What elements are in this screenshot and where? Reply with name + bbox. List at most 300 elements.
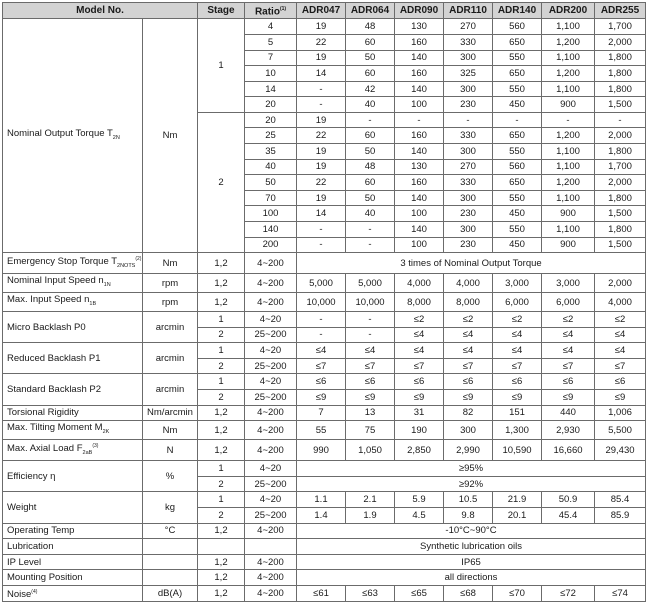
unit-cell: rpm	[143, 274, 198, 293]
ratio-cell: 40	[245, 159, 297, 175]
value-cell-adr047: ≤9	[297, 390, 346, 406]
value-cell-adr140: 10,590	[493, 440, 542, 461]
value-cell-adr255: 1,800	[595, 81, 646, 97]
ratio-cell: 4~20	[245, 461, 297, 477]
value-cell-adr090: 140	[395, 50, 444, 66]
value-cell-adr090: 140	[395, 81, 444, 97]
spec-label-text: Reduced Backlash P1	[7, 352, 101, 364]
mounting-position-row	[3, 570, 646, 586]
spanning-value-cell: IP65	[297, 554, 646, 570]
value-cell-adr064: ≤7	[346, 358, 395, 374]
value-cell-adr047: 19	[297, 190, 346, 206]
value-cell-adr090: 4,000	[395, 274, 444, 293]
value-cell-adr255: 1,800	[595, 222, 646, 238]
mounting-position-label	[3, 570, 143, 586]
value-cell-adr140: 550	[493, 144, 542, 160]
max-input-speed-row	[3, 293, 646, 312]
spec-label-text: Nominal Output Torque T	[7, 127, 113, 139]
stage-cell: 1	[198, 312, 245, 328]
value-cell-adr110: ≤2	[444, 312, 493, 328]
standard-backlash-row	[3, 374, 646, 390]
value-cell-adr110: 330	[444, 34, 493, 50]
value-cell-adr200: 6,000	[542, 293, 595, 312]
ratio-cell: 35	[245, 144, 297, 160]
value-cell-adr200: 1,200	[542, 128, 595, 144]
value-cell-adr090: 100	[395, 206, 444, 222]
ratio-cell: 140	[245, 222, 297, 238]
value-cell-adr140: ≤2	[493, 312, 542, 328]
value-cell-adr047: 19	[297, 112, 346, 128]
header-adr064: ADR064	[346, 3, 395, 19]
value-cell-adr200: 1,100	[542, 19, 595, 35]
ratio-cell: 14	[245, 81, 297, 97]
value-cell-adr064: 50	[346, 190, 395, 206]
value-cell-adr140: ≤4	[493, 327, 542, 343]
value-cell-adr110: 300	[444, 421, 493, 440]
value-cell-adr090: ≤65	[395, 585, 444, 601]
value-cell-adr090: 2,850	[395, 440, 444, 461]
value-cell-adr200: 1,100	[542, 222, 595, 238]
value-cell-adr255: 1,700	[595, 19, 646, 35]
unit-cell: arcmin	[143, 312, 198, 343]
efficiency-row	[3, 461, 646, 477]
value-cell-adr110: ≤68	[444, 585, 493, 601]
value-cell-adr140: 550	[493, 50, 542, 66]
spec-label-text: Efficiency η	[7, 470, 56, 482]
unit-cell: kg	[143, 492, 198, 523]
value-cell-adr047: 22	[297, 128, 346, 144]
value-cell-adr047: -	[297, 312, 346, 328]
value-cell-adr140: 650	[493, 175, 542, 191]
ratio-cell: 5	[245, 34, 297, 50]
value-cell-adr110: ≤9	[444, 390, 493, 406]
value-cell-adr140: 560	[493, 19, 542, 35]
spec-table-body	[3, 19, 646, 602]
ratio-cell: 4~20	[245, 343, 297, 359]
value-cell-adr090: 100	[395, 97, 444, 113]
unit-cell: dB(A)	[143, 585, 198, 601]
value-cell-adr110: 8,000	[444, 293, 493, 312]
value-cell-adr047: ≤61	[297, 585, 346, 601]
ratio-cell: 4~200	[245, 440, 297, 461]
value-cell-adr090: 160	[395, 175, 444, 191]
value-cell-adr110: 300	[444, 50, 493, 66]
value-cell-adr064: 40	[346, 206, 395, 222]
value-cell-adr140: 6,000	[493, 293, 542, 312]
value-cell-adr255: ≤4	[595, 327, 646, 343]
stage-cell: 1	[198, 461, 245, 477]
value-cell-adr064: -	[346, 112, 395, 128]
ratio-cell: 4~200	[245, 253, 297, 274]
value-cell-adr090: 140	[395, 190, 444, 206]
value-cell-adr064: 60	[346, 128, 395, 144]
value-cell-adr110: 230	[444, 206, 493, 222]
stage-cell: 2	[198, 112, 245, 252]
unit-cell: Nm/arcmin	[143, 405, 198, 421]
max-tilting-moment-row	[3, 421, 646, 440]
value-cell-adr064: 1,050	[346, 440, 395, 461]
header-adr090: ADR090	[395, 3, 444, 19]
unit-cell: Nm	[143, 421, 198, 440]
lubrication-row	[3, 539, 646, 555]
operating-temp-row	[3, 523, 646, 539]
value-cell-adr090: ≤9	[395, 390, 444, 406]
spec-label-subscript: 2aB	[82, 450, 93, 457]
value-cell-adr064: 1.9	[346, 507, 395, 523]
value-cell-adr110: 230	[444, 97, 493, 113]
unit-cell: %	[143, 461, 198, 492]
value-cell-adr255: 1,800	[595, 190, 646, 206]
value-cell-adr110: 4,000	[444, 274, 493, 293]
value-cell-adr064: 42	[346, 81, 395, 97]
value-cell-adr047: -	[297, 81, 346, 97]
header-stage: Stage	[198, 3, 245, 19]
spec-label-text: Max. Axial Load F	[7, 443, 83, 455]
ratio-cell: 200	[245, 237, 297, 253]
header-adr200: ADR200	[542, 3, 595, 19]
value-cell-adr255: 85.9	[595, 507, 646, 523]
header-adr110: ADR110	[444, 3, 493, 19]
unit-cell: rpm	[143, 293, 198, 312]
ratio-cell: 4~200	[245, 293, 297, 312]
value-cell-adr200: ≤72	[542, 585, 595, 601]
value-cell-adr090: ≤6	[395, 374, 444, 390]
value-cell-adr200: ≤9	[542, 390, 595, 406]
value-cell-adr110: 10.5	[444, 492, 493, 508]
value-cell-adr047: 22	[297, 175, 346, 191]
spec-label-subscript: 1N	[103, 282, 111, 289]
torsional-rigidity-row	[3, 405, 646, 421]
value-cell-adr047: 22	[297, 34, 346, 50]
stage-cell: 2	[198, 358, 245, 374]
value-cell-adr064: 50	[346, 50, 395, 66]
value-cell-adr064: -	[346, 222, 395, 238]
value-cell-adr255: -	[595, 112, 646, 128]
value-cell-adr047: ≤7	[297, 358, 346, 374]
value-cell-adr200: 440	[542, 405, 595, 421]
value-cell-adr140: 650	[493, 66, 542, 82]
value-cell-adr090: ≤4	[395, 327, 444, 343]
value-cell-adr110: 330	[444, 128, 493, 144]
value-cell-adr064: ≤4	[346, 343, 395, 359]
value-cell-adr047: ≤4	[297, 343, 346, 359]
value-cell-adr255: 2,000	[595, 274, 646, 293]
value-cell-adr255: 1,500	[595, 97, 646, 113]
value-cell-adr255: 1,800	[595, 50, 646, 66]
stage-cell	[198, 539, 245, 555]
header-ratio-note: (1)	[279, 6, 287, 12]
value-cell-adr110: 270	[444, 159, 493, 175]
standard-backlash-label	[3, 374, 143, 405]
value-cell-adr110: 2,990	[444, 440, 493, 461]
value-cell-adr200: 1,200	[542, 34, 595, 50]
spec-label-text: Micro Backlash P0	[7, 321, 86, 333]
value-cell-adr255: 5,500	[595, 421, 646, 440]
value-cell-adr140: ≤70	[493, 585, 542, 601]
value-cell-adr255: 1,500	[595, 206, 646, 222]
value-cell-adr090: ≤7	[395, 358, 444, 374]
ratio-cell: 7	[245, 50, 297, 66]
value-cell-adr255: 2,000	[595, 34, 646, 50]
reduced-backlash-label	[3, 343, 143, 374]
stage-cell: 1,2	[198, 293, 245, 312]
spec-label-text: Standard Backlash P2	[7, 384, 102, 396]
max-input-speed-label	[3, 293, 143, 312]
lubrication-label	[3, 539, 143, 555]
value-cell-adr090: 160	[395, 34, 444, 50]
value-cell-adr255: 1,006	[595, 405, 646, 421]
value-cell-adr064: 5,000	[346, 274, 395, 293]
ratio-cell: 70	[245, 190, 297, 206]
value-cell-adr064: -	[346, 312, 395, 328]
value-cell-adr255: ≤2	[595, 312, 646, 328]
value-cell-adr110: 300	[444, 190, 493, 206]
value-cell-adr047: -	[297, 97, 346, 113]
unit-cell	[143, 554, 198, 570]
stage-cell: 2	[198, 476, 245, 492]
value-cell-adr200: ≤2	[542, 312, 595, 328]
value-cell-adr255: 4,000	[595, 293, 646, 312]
max-tilting-moment-label	[3, 421, 143, 440]
value-cell-adr064: 10,000	[346, 293, 395, 312]
ratio-cell	[245, 539, 297, 555]
value-cell-adr200: -	[542, 112, 595, 128]
value-cell-adr110: ≤6	[444, 374, 493, 390]
header-ratio-text: Ratio	[254, 6, 280, 18]
stage-cell: 1	[198, 492, 245, 508]
value-cell-adr200: 45.4	[542, 507, 595, 523]
stage-cell: 1,2	[198, 274, 245, 293]
value-cell-adr090: ≤2	[395, 312, 444, 328]
value-cell-adr064: 48	[346, 159, 395, 175]
value-cell-adr064: 48	[346, 19, 395, 35]
ratio-cell: 4~200	[245, 585, 297, 601]
value-cell-adr047: -	[297, 237, 346, 253]
header-adr140: ADR140	[493, 3, 542, 19]
noise-label	[3, 585, 143, 601]
value-cell-adr064: 60	[346, 66, 395, 82]
value-cell-adr047: 14	[297, 206, 346, 222]
value-cell-adr110: -	[444, 112, 493, 128]
stage-cell: 1	[198, 374, 245, 390]
spec-label-text: Lubrication	[7, 540, 54, 552]
value-cell-adr200: 1,100	[542, 50, 595, 66]
value-cell-adr047: 19	[297, 50, 346, 66]
value-cell-adr140: 560	[493, 159, 542, 175]
value-cell-adr047: 990	[297, 440, 346, 461]
ratio-cell: 4~200	[245, 405, 297, 421]
value-cell-adr090: 140	[395, 144, 444, 160]
value-cell-adr047: -	[297, 222, 346, 238]
value-cell-adr200: 900	[542, 206, 595, 222]
nominal-output-torque-unit: Nm	[143, 19, 198, 253]
value-cell-adr064: 50	[346, 144, 395, 160]
ratio-cell: 25~200	[245, 507, 297, 523]
unit-cell	[143, 570, 198, 586]
efficiency-label	[3, 461, 143, 492]
spanning-value-cell: -10°C~90°C	[297, 523, 646, 539]
spanning-value-cell: ≥92%	[297, 476, 646, 492]
value-cell-adr255: 1,800	[595, 66, 646, 82]
value-cell-adr200: ≤4	[542, 343, 595, 359]
value-cell-adr110: ≤7	[444, 358, 493, 374]
value-cell-adr255: 2,000	[595, 175, 646, 191]
ratio-cell: 25~200	[245, 358, 297, 374]
spanning-value-cell: Synthetic lubrication oils	[297, 539, 646, 555]
spec-label-subscript: 1B	[89, 301, 97, 308]
value-cell-adr200: 1,200	[542, 175, 595, 191]
value-cell-adr064: 60	[346, 175, 395, 191]
header-model-no: Model No.	[3, 3, 198, 19]
spec-label-text: Weight	[7, 501, 37, 513]
value-cell-adr140: ≤4	[493, 343, 542, 359]
value-cell-adr090: 160	[395, 128, 444, 144]
value-cell-adr255: 2,000	[595, 128, 646, 144]
value-cell-adr064: ≤63	[346, 585, 395, 601]
value-cell-adr255: ≤7	[595, 358, 646, 374]
stage-cell: 2	[198, 507, 245, 523]
value-cell-adr200: 16,660	[542, 440, 595, 461]
micro-backlash-row	[3, 312, 646, 328]
spanning-value-cell: all directions	[297, 570, 646, 586]
ratio-cell: 4~20	[245, 374, 297, 390]
value-cell-adr200: ≤6	[542, 374, 595, 390]
spec-label-text: IP Level	[7, 556, 42, 568]
value-cell-adr200: ≤4	[542, 327, 595, 343]
value-cell-adr064: 2.1	[346, 492, 395, 508]
value-cell-adr140: 550	[493, 222, 542, 238]
spec-label-text: Nominal Input Speed n	[7, 275, 104, 287]
unit-cell: N	[143, 440, 198, 461]
spec-label-subscript: 2NOTS	[117, 263, 136, 270]
value-cell-adr047: 14	[297, 66, 346, 82]
value-cell-adr140: 450	[493, 237, 542, 253]
ratio-cell: 25~200	[245, 476, 297, 492]
value-cell-adr047: 5,000	[297, 274, 346, 293]
value-cell-adr200: 1,100	[542, 159, 595, 175]
unit-cell	[143, 539, 198, 555]
value-cell-adr140: ≤9	[493, 390, 542, 406]
operating-temp-label	[3, 523, 143, 539]
value-cell-adr110: 300	[444, 222, 493, 238]
weight-row	[3, 492, 646, 508]
value-cell-adr090: 5.9	[395, 492, 444, 508]
value-cell-adr200: ≤7	[542, 358, 595, 374]
stage-cell: 1	[198, 343, 245, 359]
ratio-cell: 20	[245, 97, 297, 113]
micro-backlash-label	[3, 312, 143, 343]
header-row	[3, 3, 646, 19]
spec-label-text: Mounting Position	[7, 572, 83, 584]
header-adr255: ADR255	[595, 3, 646, 19]
nominal-input-speed-row	[3, 274, 646, 293]
max-axial-load-label	[3, 440, 143, 461]
value-cell-adr140: 3,000	[493, 274, 542, 293]
ratio-cell: 4~200	[245, 554, 297, 570]
value-cell-adr064: -	[346, 327, 395, 343]
header-ratio	[245, 3, 297, 19]
unit-cell: °C	[143, 523, 198, 539]
ratio-cell: 25	[245, 128, 297, 144]
value-cell-adr110: 330	[444, 175, 493, 191]
value-cell-adr140: 550	[493, 190, 542, 206]
value-cell-adr200: 1,200	[542, 66, 595, 82]
value-cell-adr200: 3,000	[542, 274, 595, 293]
value-cell-adr090: 100	[395, 237, 444, 253]
value-cell-adr200: 900	[542, 237, 595, 253]
value-cell-adr140: 650	[493, 34, 542, 50]
spec-label-subscript: 2K	[102, 429, 110, 436]
ratio-cell: 100	[245, 206, 297, 222]
value-cell-adr255: 1,700	[595, 159, 646, 175]
value-cell-adr140: -	[493, 112, 542, 128]
spec-table	[2, 2, 646, 602]
ratio-cell: 4	[245, 19, 297, 35]
spec-label-text: Operating Temp	[7, 525, 75, 537]
value-cell-adr047: 19	[297, 144, 346, 160]
value-cell-adr140: 450	[493, 97, 542, 113]
unit-cell: arcmin	[143, 374, 198, 405]
ratio-cell: 4~200	[245, 523, 297, 539]
value-cell-adr255: ≤6	[595, 374, 646, 390]
value-cell-adr110: ≤4	[444, 327, 493, 343]
value-cell-adr090: 8,000	[395, 293, 444, 312]
nominal-output-torque-label	[3, 19, 143, 253]
ratio-cell: 4~200	[245, 274, 297, 293]
value-cell-adr047: 19	[297, 19, 346, 35]
value-cell-adr140: 20.1	[493, 507, 542, 523]
spec-label-text: Max. Input Speed n	[7, 294, 90, 306]
spec-label-footnote: (3)	[92, 443, 99, 450]
value-cell-adr200: 50.9	[542, 492, 595, 508]
value-cell-adr140: 1,300	[493, 421, 542, 440]
spec-label-footnote: (4)	[31, 588, 38, 595]
ratio-cell: 4~20	[245, 492, 297, 508]
value-cell-adr047: 55	[297, 421, 346, 440]
value-cell-adr064: ≤6	[346, 374, 395, 390]
spec-label-text: Torsional Rigidity	[7, 407, 79, 419]
value-cell-adr255: 1,800	[595, 144, 646, 160]
value-cell-adr200: 1,100	[542, 144, 595, 160]
value-cell-adr090: 130	[395, 19, 444, 35]
value-cell-adr140: ≤6	[493, 374, 542, 390]
value-cell-adr110: 300	[444, 144, 493, 160]
value-cell-adr090: 190	[395, 421, 444, 440]
stage-cell: 1,2	[198, 554, 245, 570]
spanning-value-cell: 3 times of Nominal Output Torque	[297, 253, 646, 274]
header-adr047: ADR047	[297, 3, 346, 19]
emergency-stop-torque-row	[3, 253, 646, 274]
value-cell-adr064: ≤9	[346, 390, 395, 406]
ratio-cell: 10	[245, 66, 297, 82]
spec-label-text: Noise	[7, 589, 32, 601]
value-cell-adr090: 160	[395, 66, 444, 82]
ip-level-label	[3, 554, 143, 570]
spec-label-subscript: 2N	[112, 134, 120, 141]
noise-row	[3, 585, 646, 601]
value-cell-adr064: 40	[346, 97, 395, 113]
value-cell-adr140: 550	[493, 81, 542, 97]
stage-cell: 1	[198, 19, 245, 113]
stage-cell: 2	[198, 390, 245, 406]
value-cell-adr047: 19	[297, 159, 346, 175]
ratio-cell: 4~200	[245, 421, 297, 440]
torque-stage1-row	[3, 19, 646, 35]
max-axial-load-row	[3, 440, 646, 461]
value-cell-adr110: 325	[444, 66, 493, 82]
value-cell-adr047: 1.1	[297, 492, 346, 508]
value-cell-adr200: 2,930	[542, 421, 595, 440]
